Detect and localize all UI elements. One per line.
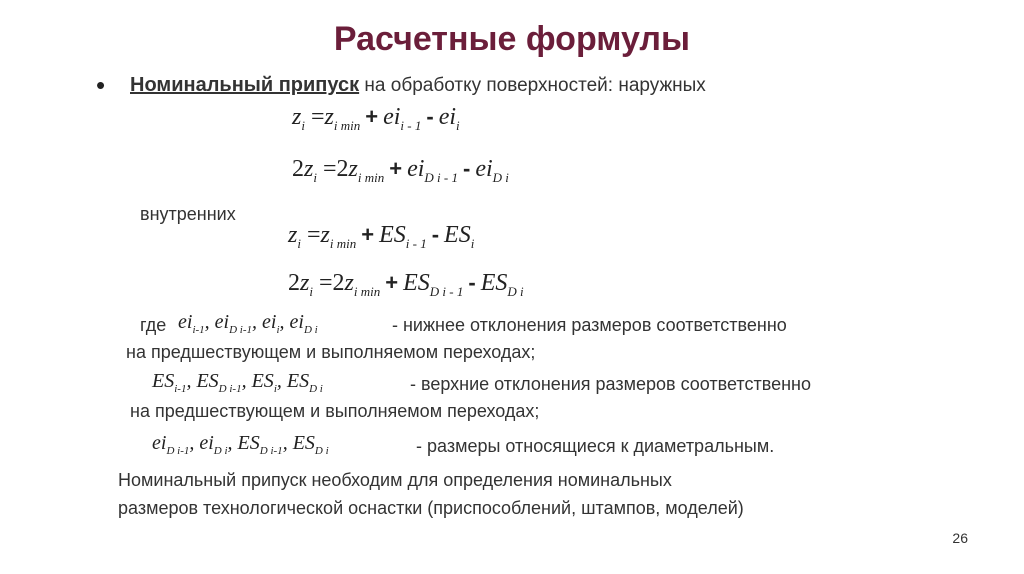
legend-symbols-es: $ES_{i-1}$, $ES_{D i-1}$, $ES_i$, $ES_{D i}$ [152, 370, 323, 395]
intro-line [130, 74, 706, 97]
page-title: Расчетные формулы [333, 20, 691, 58]
legend-symbols-diam: $ei_{D i-1}$, $ei_{D i}$, $ES_{D i-1}$, $ES_{D i}$ [152, 432, 329, 457]
internal-label: внутренних [140, 204, 236, 224]
legend-line2-cont: на предшествующем и выполняемом переходах; [130, 401, 540, 421]
formula-internal-1: $z_i =z_{i min} + ES_{i - 1} - ES_i$ [288, 222, 475, 251]
formula-internal-2: $2z_i =2z_{i min} + ES_{D i - 1} - ES_{D i}$ [288, 270, 524, 299]
formula-external-1: $z_i =z_{i min} + ei_{i - 1} - ei_i$ [292, 104, 460, 133]
legend-line1-desc: - нижнее отклонения размеров соответственно [392, 315, 787, 335]
page-number: 26 [952, 530, 968, 546]
conclusion-line2: размеров технологической оснастки (приспособлений, штампов, моделей) [118, 498, 744, 518]
legend-line2-desc: - верхние отклонения размеров соответственно [410, 374, 811, 394]
legend-line1-cont: на предшествующем и выполняемом переходах; [126, 342, 536, 362]
intro-rest: на обработку поверхностей: наружных [364, 75, 706, 96]
conclusion-line1: Номинальный припуск необходим для определения номинальных [118, 470, 672, 490]
legend-symbols-ei: $ei_{i-1}$, $ei_{D i-1}$, $ei_i$, $ei_{D i}$ [178, 311, 318, 336]
legend-line3-desc: - размеры относящиеся к диаметральным. [416, 436, 775, 456]
term-nominal-allowance: Номинальный припуск [130, 74, 360, 96]
formula-external-2: $2z_i =2z_{i min} + ei_{D i - 1} - ei_{D i}$ [292, 156, 509, 185]
legend-where: где [140, 315, 167, 335]
bullet-marker: • [96, 70, 106, 100]
